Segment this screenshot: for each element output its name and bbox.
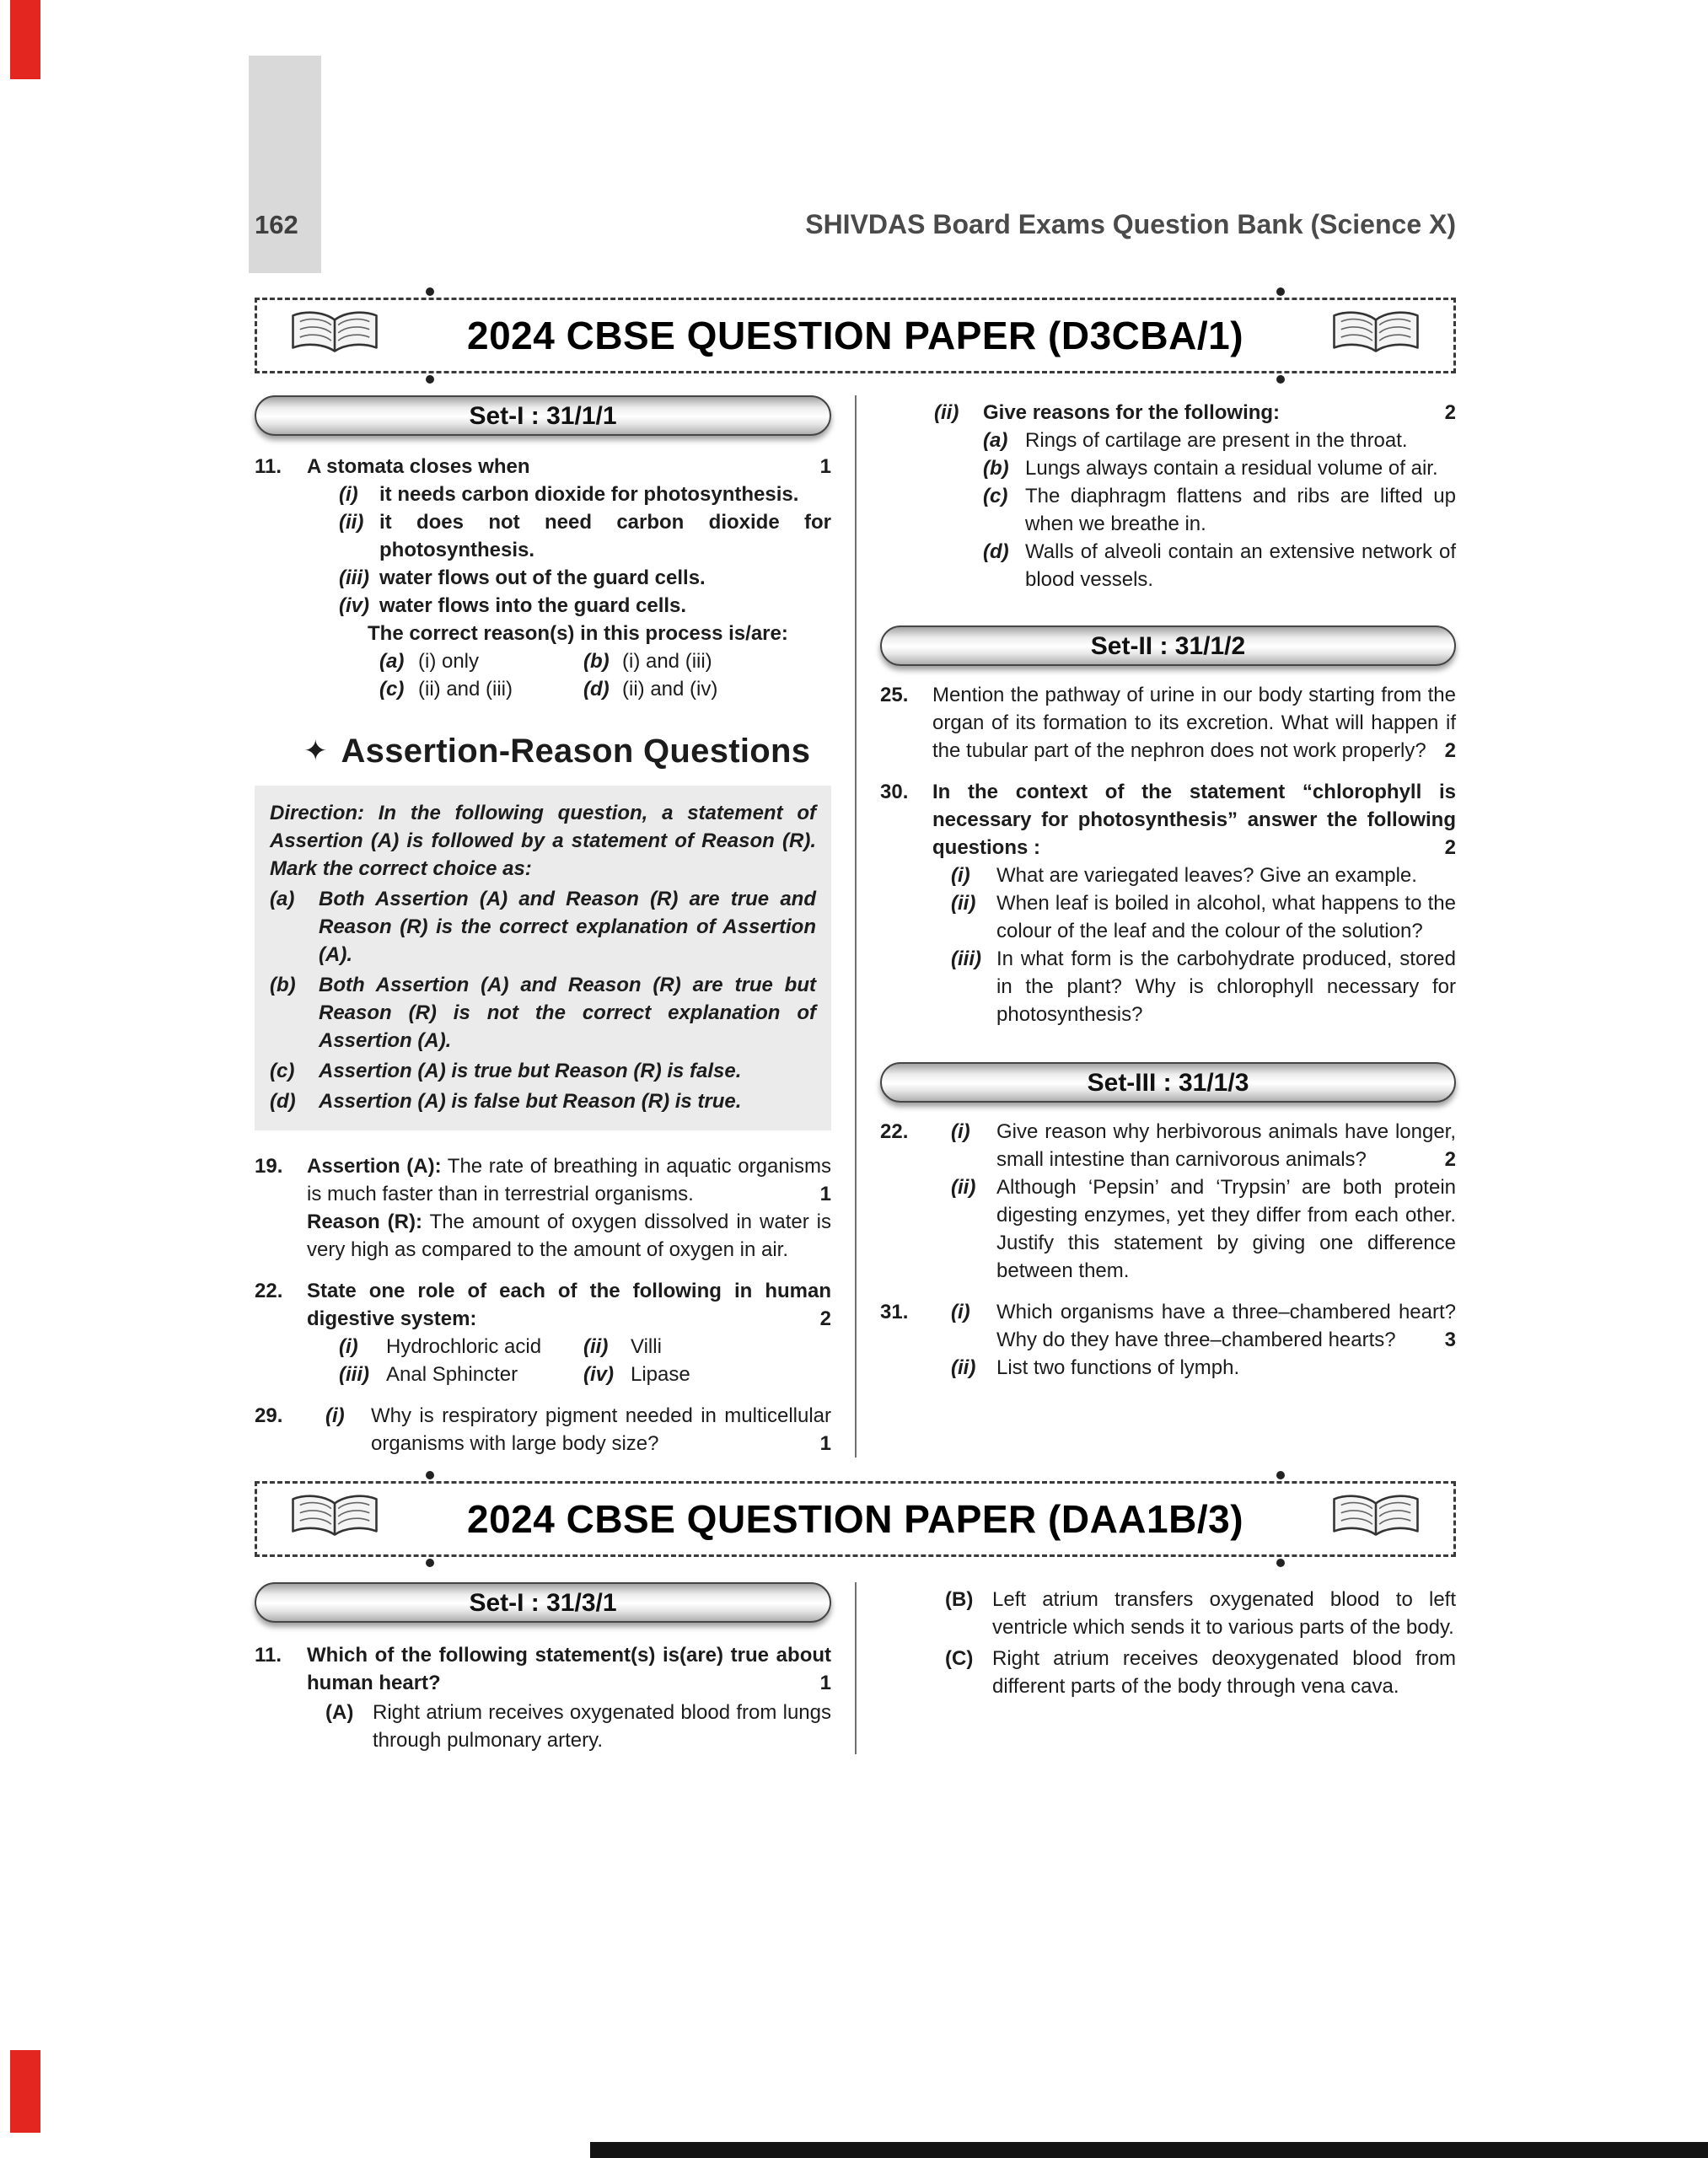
banner-title-2: 2024 CBSE QUESTION PAPER (DAA1B/3) xyxy=(466,1496,1244,1541)
sub-question: (i) What are variegated leaves? Give an example. xyxy=(951,864,1417,887)
banner-title-1: 2024 CBSE QUESTION PAPER (D3CBA/1) xyxy=(466,313,1244,357)
question-stem: In the context of the statement “chlorophyll is necessary for photosynthesis” answer the following questions : 2 xyxy=(932,778,1456,862)
question-11 xyxy=(255,453,831,703)
question-22 xyxy=(255,1277,831,1388)
banner-dot xyxy=(1276,1471,1285,1479)
section-1 xyxy=(255,395,1456,1457)
book-page xyxy=(255,0,1456,1754)
reason-label: Reason (R): xyxy=(307,1211,422,1233)
question-number: 29. xyxy=(255,1404,283,1427)
banner-dot xyxy=(426,287,434,296)
scan-artifact-red-top xyxy=(10,0,40,79)
option-label: (iv) xyxy=(339,594,369,617)
direction-box xyxy=(255,786,831,1130)
direction-choice: (b) Both Assertion (A) and Reason (R) are true but Reason (R) is not the correct explanation of Assertion (A). xyxy=(270,974,816,1052)
banner-dot xyxy=(426,375,434,384)
header-title: SHIVDAS Board Exams Question Bank (Science X) xyxy=(805,209,1456,239)
marks-badge: 1 xyxy=(819,1432,831,1455)
question-11-bottom xyxy=(255,1641,831,1754)
scan-artifact-red-bottom xyxy=(10,2050,40,2133)
sub-question: (ii) Although ‘Pepsin’ and ‘Trypsin’ are both protein digesting enzymes, yet they differ from each other. Justify this statement by giving one difference between them. xyxy=(951,1176,1456,1282)
banner-dot xyxy=(1276,1559,1285,1567)
set-pill-2: Set-II : 31/1/2 xyxy=(880,625,1456,666)
right-column xyxy=(855,395,1456,1457)
marks-badge: 1 xyxy=(819,1183,831,1205)
item-grid xyxy=(307,1333,831,1388)
section-heading: Assertion-Reason Questions xyxy=(341,732,811,770)
marks-badge: 2 xyxy=(819,1307,831,1330)
option-row xyxy=(307,480,831,508)
running-header xyxy=(255,211,1456,239)
item: (iii) Anal Sphincter xyxy=(339,1363,518,1386)
question-paper-banner-1 xyxy=(255,298,1456,373)
question-stem: Which of the following statement(s) is(are) true about human heart? 1 xyxy=(307,1641,831,1697)
sub-question: (i) Which organisms have a three–chambered heart? Why do they have three–chambered hearts? 3 xyxy=(932,1298,1456,1354)
page-number: 162 xyxy=(255,210,298,239)
question-29 xyxy=(255,1402,831,1457)
marks-badge: 1 xyxy=(819,455,831,478)
left-column-bottom xyxy=(255,1582,855,1754)
question-25 xyxy=(880,681,1456,765)
option-row: (C) Right atrium receives deoxygenated blood from different parts of the body through vena cava. xyxy=(945,1647,1456,1698)
sub-question: (i) Give reason why herbivorous animals have longer, small intestine than carnivorous animals? 2 xyxy=(932,1118,1456,1173)
marks-badge: 3 xyxy=(1444,1329,1456,1351)
item: (ii) Villi xyxy=(583,1335,662,1358)
question-19 xyxy=(255,1152,831,1264)
answer-choices xyxy=(307,647,831,703)
direction-choice: (a) Both Assertion (A) and Reason (R) are true and Reason (R) is the correct explanation of Assertion (A). xyxy=(270,888,816,966)
item: (iv) Lipase xyxy=(583,1363,690,1386)
question-number: 11. xyxy=(255,455,282,478)
question-22-set3 xyxy=(880,1118,1456,1285)
option-text: water flows out of the guard cells. xyxy=(379,566,706,589)
banner-dot xyxy=(1276,375,1285,384)
option-row xyxy=(307,508,831,564)
question-text: Mention the pathway of urine in our body starting from the organ of its formation to its excretion. What will happen if the tubular part of the nephron does not work properly? 2 xyxy=(932,681,1456,765)
assertion-paragraph: Assertion (A): The rate of breathing in aquatic organisms is much faster than in terrestrial organisms. 1 xyxy=(307,1152,831,1208)
marks-badge: 2 xyxy=(1444,1148,1456,1171)
set-pill-4: Set-I : 31/3/1 xyxy=(255,1582,831,1623)
question-30 xyxy=(880,778,1456,1028)
question-number: 22. xyxy=(255,1280,283,1302)
marks-badge: 2 xyxy=(1444,401,1456,424)
item: (b) Lungs always contain a residual volume of air. xyxy=(983,457,1438,480)
marks-badge: 1 xyxy=(819,1672,831,1694)
option-label: (ii) xyxy=(339,511,364,534)
answer-choice: (d) (ii) and (iv) xyxy=(583,678,718,701)
option-text: water flows into the guard cells. xyxy=(379,594,687,617)
option-row xyxy=(307,592,831,620)
option-row: (A) Right atrium receives oxygenated blood from lungs through pulmonary artery. xyxy=(325,1701,831,1752)
direction-choice: (c) Assertion (A) is true but Reason (R) is false. xyxy=(270,1060,742,1082)
option-text: it does not need carbon dioxide for photosynthesis. xyxy=(379,511,831,561)
question-number: 30. xyxy=(880,781,909,803)
sub-question: (ii) List two functions of lymph. xyxy=(951,1356,1240,1379)
item: (a) Rings of cartilage are present in the throat. xyxy=(983,429,1408,452)
set-pill-1: Set-I : 31/1/1 xyxy=(255,395,831,436)
banner-dot xyxy=(426,1471,434,1479)
banner-dot xyxy=(426,1559,434,1567)
direction-intro: Direction: In the following question, a statement of Assertion (A) is followed by a statement of Reason (R). Mark the correct choice as: xyxy=(270,802,816,880)
sub-question: (ii) When leaf is boiled in alcohol, what happens to the colour of the leaf and the colour of the solution? xyxy=(951,892,1456,942)
item: (c) The diaphragm flattens and ribs are lifted up when we breathe in. xyxy=(983,485,1456,535)
banner-dot xyxy=(1276,287,1285,296)
question-number: 31. xyxy=(880,1301,909,1323)
marks-badge: 2 xyxy=(1444,836,1456,859)
answer-choice: (c) (ii) and (iii) xyxy=(379,678,513,701)
option-row xyxy=(307,564,831,592)
open-book-icon xyxy=(1322,1491,1430,1547)
open-book-icon xyxy=(281,1491,389,1547)
question-stem: A stomata closes when 1 xyxy=(307,453,831,480)
reason-items xyxy=(880,427,1456,593)
question-number: 11. xyxy=(255,1644,282,1667)
star-icon: ✦ xyxy=(303,735,328,767)
item: (i) Hydrochloric acid xyxy=(339,1335,542,1358)
question-stem: State one role of each of the following in human digestive system: 2 xyxy=(307,1277,831,1333)
option-label: (iii) xyxy=(339,566,369,589)
scan-artifact-black-edge xyxy=(590,2142,1708,2158)
left-column xyxy=(255,395,855,1457)
reason-paragraph: Reason (R): The amount of oxygen dissolved in water is very high as compared to the amount of oxygen in air. xyxy=(307,1211,832,1261)
question-number: 25. xyxy=(880,684,909,706)
answer-choice: (b) (i) and (iii) xyxy=(583,650,712,673)
open-book-icon xyxy=(281,308,389,363)
question-31-set3 xyxy=(880,1298,1456,1382)
question-stem: (ii) Give reasons for the following: 2 xyxy=(880,399,1456,427)
option-row: (B) Left atrium transfers oxygenated blood to left ventricle which sends it to various parts of the body. xyxy=(945,1588,1456,1639)
answer-choice: (a) (i) only xyxy=(379,650,480,673)
sub-question: (i) Why is respiratory pigment needed in multicellular organisms with large body size? 1 xyxy=(307,1402,831,1457)
question-number: 22. xyxy=(880,1120,909,1143)
question-29-part-ii xyxy=(880,395,1456,593)
option-label: (i) xyxy=(339,483,358,506)
marks-badge: 2 xyxy=(1444,739,1456,762)
section-2 xyxy=(255,1582,1456,1754)
item: (d) Walls of alveoli contain an extensive network of blood vessels. xyxy=(983,540,1456,591)
question-paper-banner-2 xyxy=(255,1481,1456,1557)
direction-choice: (d) Assertion (A) is false but Reason (R) is true. xyxy=(270,1090,742,1113)
option-text: it needs carbon dioxide for photosynthesis. xyxy=(379,483,799,506)
question-number: 19. xyxy=(255,1155,283,1178)
assertion-label: Assertion (A): xyxy=(307,1155,442,1178)
right-column-bottom xyxy=(855,1582,1456,1754)
sub-question: (iii) In what form is the carbohydrate produced, stored in the plant? Why is chlorophyll necessary for photosynthesis? xyxy=(951,947,1456,1026)
answer-prompt: The correct reason(s) in this process is/are: xyxy=(368,622,788,645)
assertion-reason-heading xyxy=(255,732,831,770)
open-book-icon xyxy=(1322,308,1430,363)
set-pill-3: Set-III : 31/1/3 xyxy=(880,1062,1456,1103)
